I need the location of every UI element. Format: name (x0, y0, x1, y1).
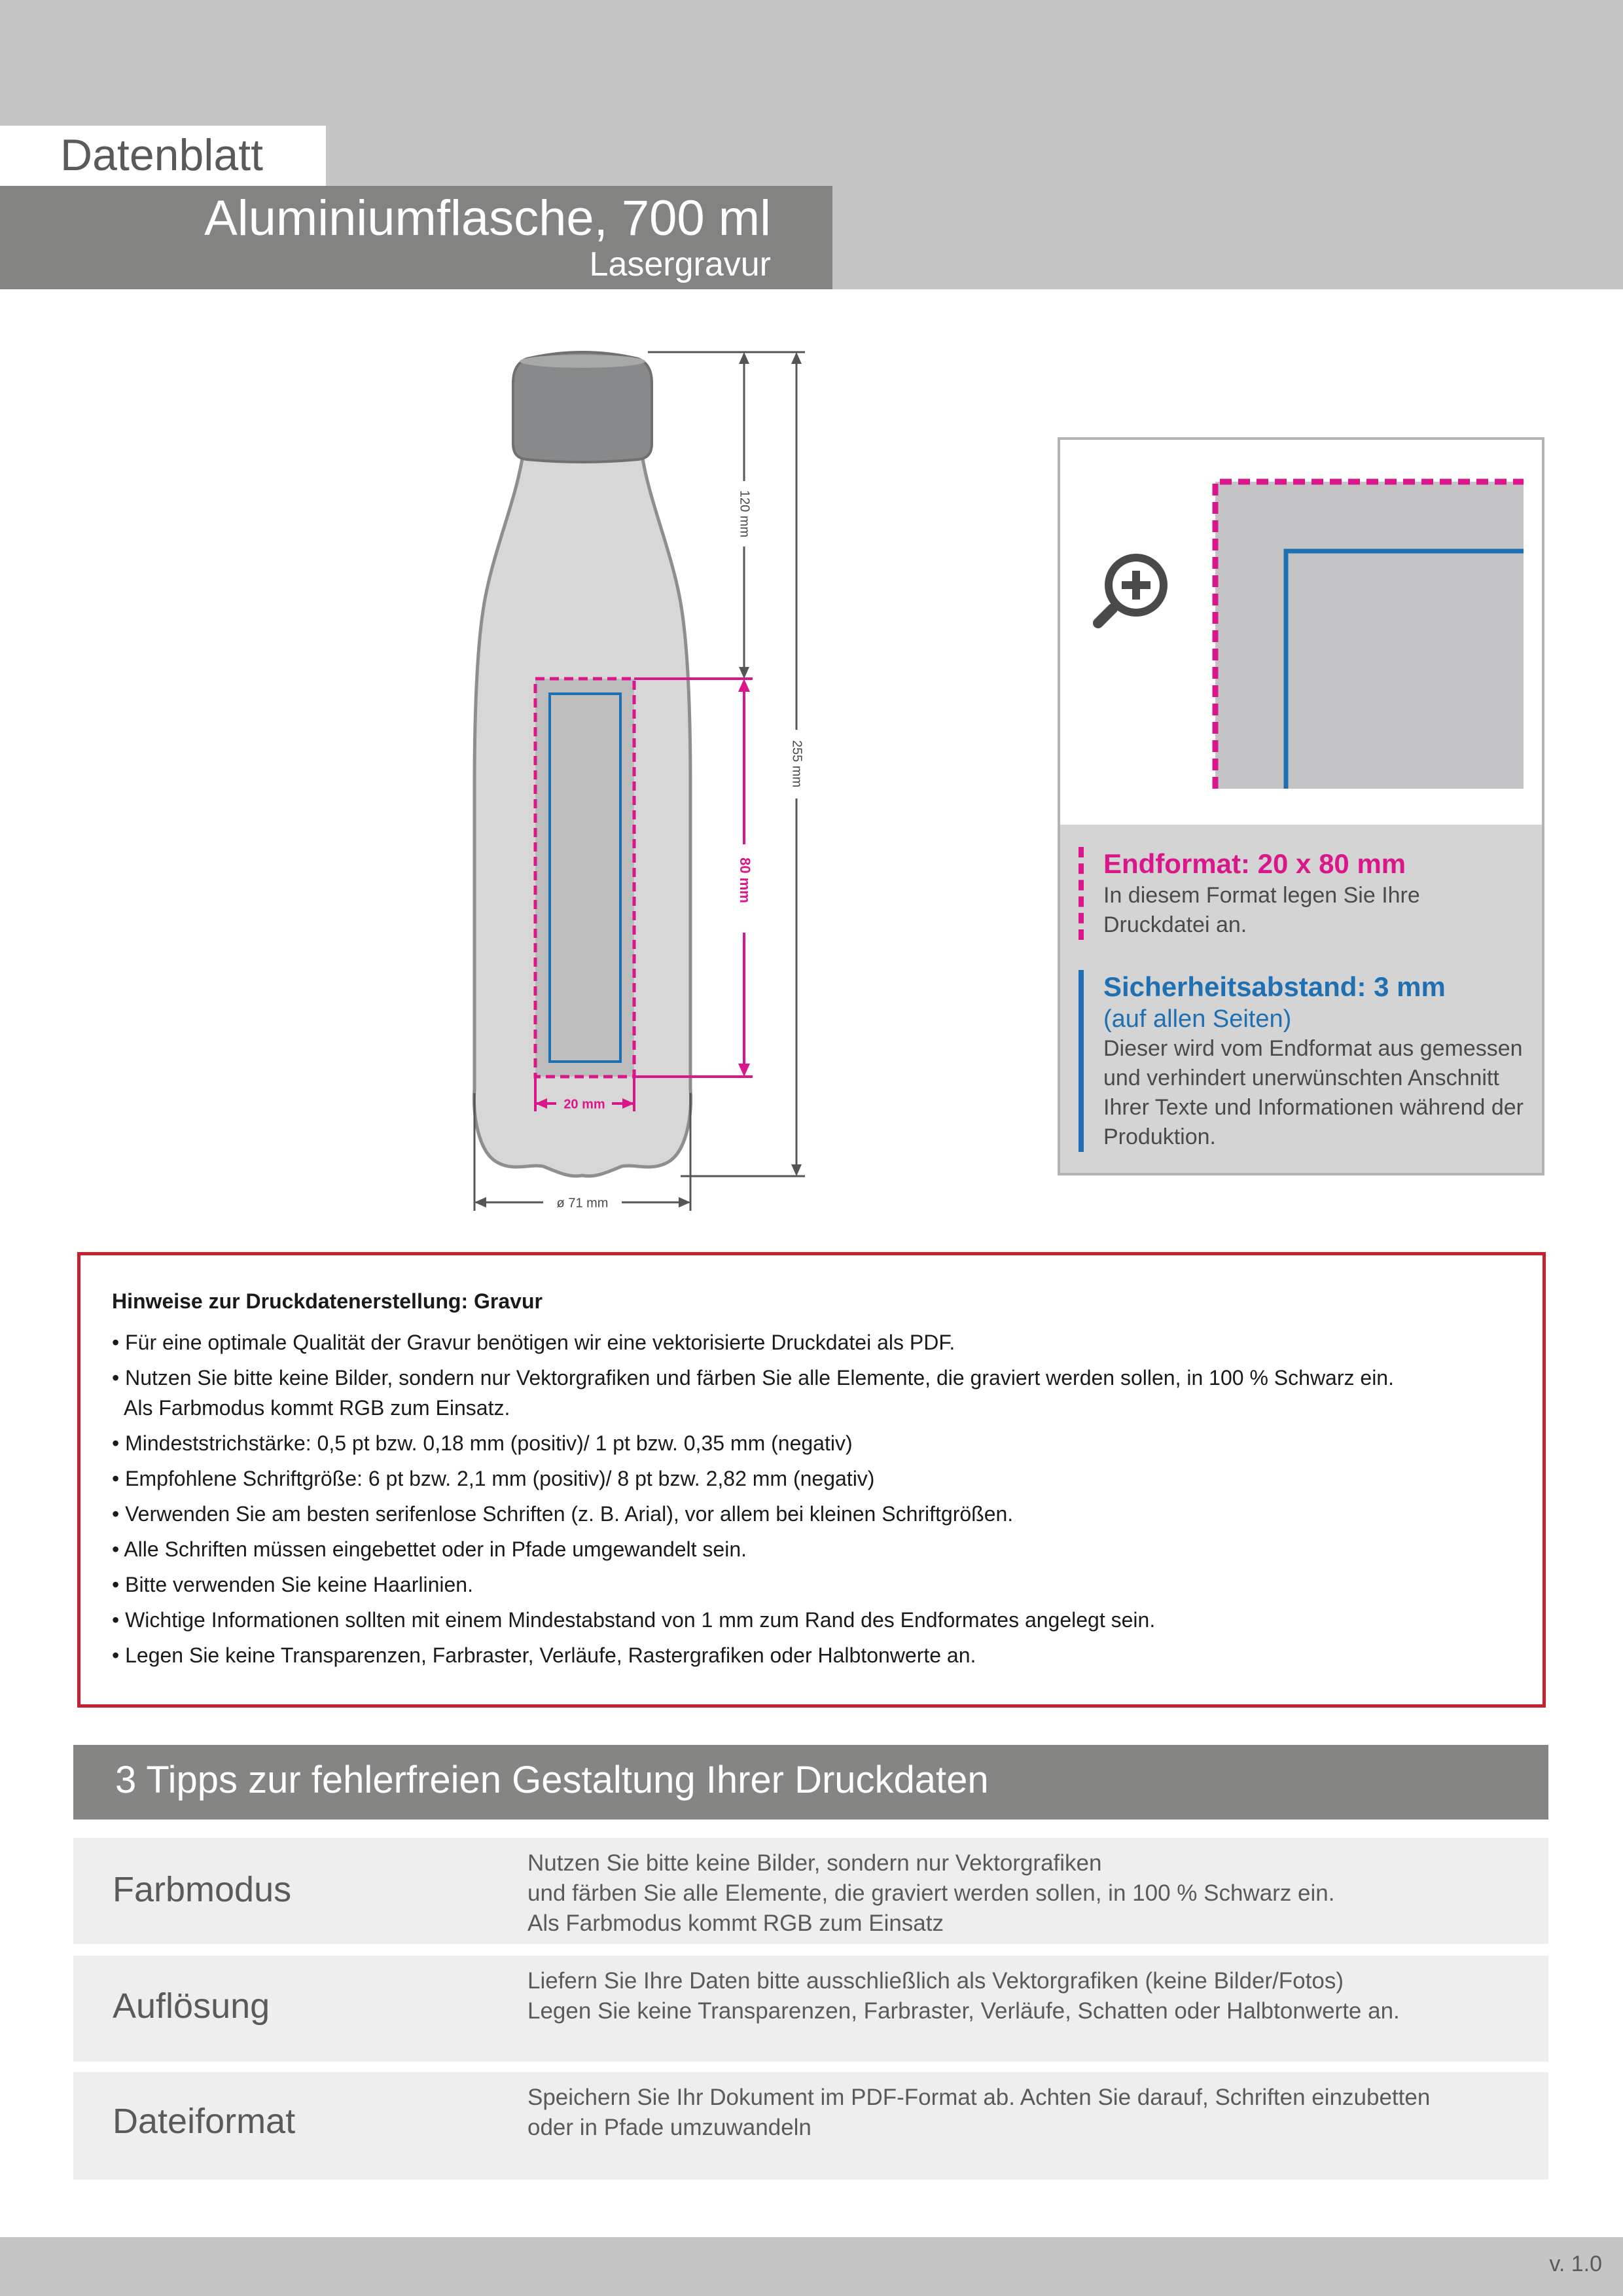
endformat-text: In diesem Format legen Sie Ihre Druckdatei an. (1103, 883, 1420, 937)
method-subtitle: Lasergravur (589, 245, 771, 283)
tips-heading: 3 Tipps zur fehlerfreien Gestaltung Ihrer Druckdaten (115, 1759, 989, 1801)
tip-row-dateiformat (73, 2072, 1548, 2179)
tip-text (527, 2083, 1522, 2143)
arrowhead (739, 667, 749, 679)
dim-diameter-label: ø 71 mm (556, 1196, 609, 1211)
hint-item: • Wichtige Informationen sollten mit einem Mindestabstand von 1 mm zum Rand des Endformates angelegt sein. (112, 1608, 1156, 1632)
endformat-title: Endformat: 20 x 80 mm (1103, 848, 1406, 879)
hint-item: • Legen Sie keine Transparenzen, Farbraster, Verläufe, Rastergrafiken oder Halbtonwerte an. (112, 1643, 976, 1667)
footer-band (0, 2237, 1623, 2296)
safety-title: Sicherheitsabstand: 3 mm (1103, 971, 1446, 1002)
tip-row-aufloesung (73, 1956, 1548, 2062)
endformat-legend (1079, 847, 1444, 940)
hint-item: • Empfohlene Schriftgröße: 6 pt bzw. 2,1 mm (positiv)/ 8 pt bzw. 2,82 mm (negativ) (112, 1467, 875, 1490)
legend-panel (1060, 825, 1542, 1173)
tip-text-line: Liefern Sie Ihre Daten bitte ausschließlich als Vektorgrafiken (keine Bilder/Fotos) (527, 1968, 1344, 1994)
dim-120-label: 120 mm (737, 490, 752, 538)
arrowhead (679, 1197, 690, 1208)
hint-item: • Mindeststrichstärke: 0,5 pt bzw. 0,18 mm (positiv)/ 1 pt bzw. 0,35 mm (negativ) (112, 1431, 853, 1455)
safety-text: Dieser wird vom Endformat aus gemessen und verhindert unerwünschten Anschnitt Ihrer Texte und Informationen während der Produktion. (1103, 1036, 1524, 1149)
tip-text-line: Speichern Sie Ihr Dokument im PDF-Format ab. Achten Sie darauf, Schriften einzubetten (527, 2085, 1431, 2110)
hints-box (77, 1252, 1546, 1708)
dim-255-label: 255 mm (789, 740, 804, 788)
hint-item: • Für eine optimale Qualität der Gravur benötigen wir eine vektorisierte Druckdatei als PDF. (112, 1331, 955, 1354)
tip-label: Farbmodus (113, 1870, 292, 1909)
arrowhead (738, 1064, 750, 1077)
hint-item (112, 1360, 1512, 1426)
hint-item-line: • Nutzen Sie bitte keine Bilder, sondern nur Vektorgrafiken und färben Sie alle Elemente, die graviert werden sollen, in 100 % Schwarz ein. (112, 1366, 1394, 1390)
tip-text-line: und färben Sie alle Elemente, die graviert werden sollen, in 100 % Schwarz ein. (527, 1880, 1335, 1906)
tip-label: Dateiformat (113, 2102, 296, 2141)
dim-80-label: 80 mm (737, 857, 754, 903)
tip-label: Auflösung (113, 1986, 270, 2026)
corner-detail (1060, 440, 1542, 825)
arrowhead (791, 352, 802, 364)
hint-item: • Bitte verwenden Sie keine Haarlinien. (112, 1573, 473, 1596)
hint-item-line: Als Farbmodus kommt RGB zum Einsatz. (124, 1396, 510, 1420)
tip-row-farbmodus (73, 1838, 1548, 1944)
arrowhead (791, 1164, 802, 1176)
arrowhead (739, 352, 749, 364)
arrowhead (738, 679, 750, 692)
safety-area (550, 694, 620, 1062)
tip-text-line: Nutzen Sie bitte keine Bilder, sondern nur Vektorgrafiken (527, 1850, 1102, 1876)
tip-text-line: Legen Sie keine Transparenzen, Farbraster, Verläufe, Schatten oder Halbtonwerte an. (527, 1998, 1400, 2024)
zoom-in-icon (1098, 554, 1168, 623)
doc-type-label: Datenblatt (60, 130, 263, 180)
arrowhead (474, 1197, 486, 1208)
safety-subtitle: (auf allen Seiten) (1103, 1005, 1292, 1033)
tip-text-line: oder in Pfade umzuwandeln (527, 2115, 812, 2140)
tip-text (527, 1848, 1522, 1939)
cap-top (520, 355, 645, 368)
version-label: v. 1.0 (1549, 2251, 1602, 2276)
hints-heading: Hinweise zur Druckdatenerstellung: Gravur (112, 1289, 543, 1313)
hints-list (112, 1325, 1512, 1673)
tip-text-line: Als Farbmodus kommt RGB zum Einsatz (527, 1910, 944, 1936)
hint-item: • Alle Schriften müssen eingebettet oder in Pfade umgewandelt sein. (112, 1537, 747, 1561)
bottle-cap (513, 352, 652, 462)
dim-20-label: 20 mm (563, 1097, 605, 1112)
format-corner-fill (1215, 482, 1524, 789)
tip-text (527, 1966, 1522, 2026)
safety-legend (1079, 970, 1535, 1152)
hint-item: • Verwenden Sie am besten serifenlose Schriften (z. B. Arial), vor allem bei kleinen Schriftgrößen. (112, 1502, 1014, 1526)
product-title: Aluminiumflasche, 700 ml (204, 190, 771, 246)
tips-heading-bar (73, 1745, 1548, 1820)
format-legend-box (1058, 437, 1544, 1175)
